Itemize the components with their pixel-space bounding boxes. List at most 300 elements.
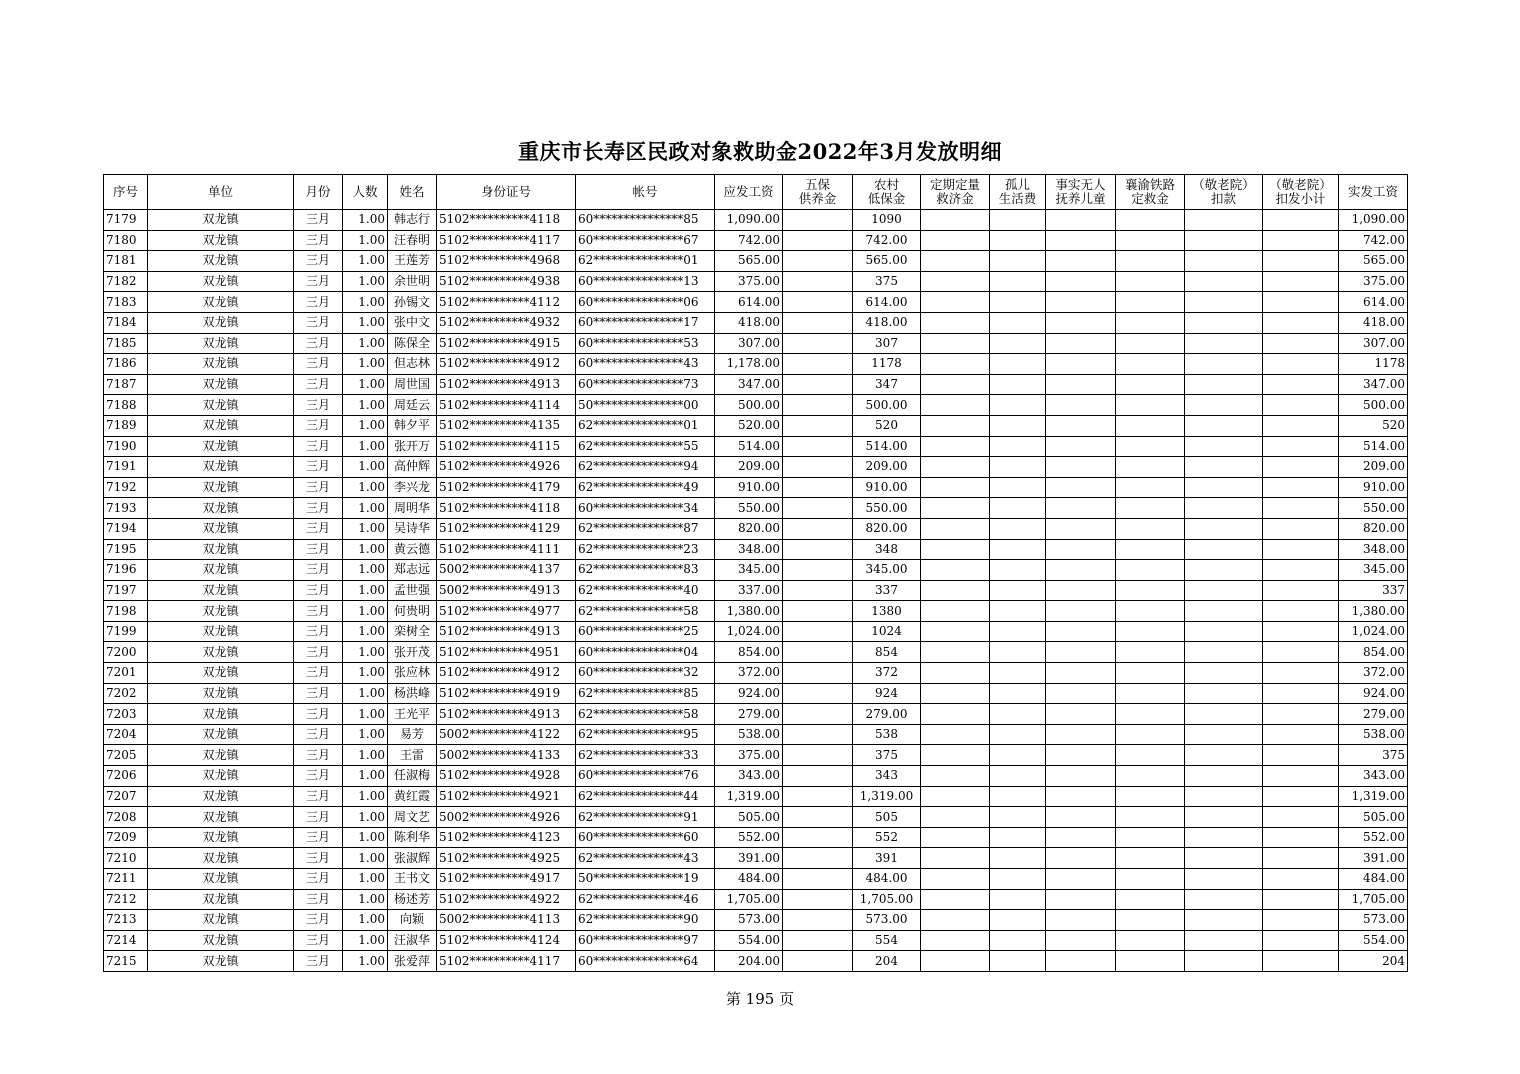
month-cell: 三月 xyxy=(294,210,343,231)
seq-cell: 7213 xyxy=(104,910,148,931)
id-number-cell: 5102**********4112 xyxy=(437,292,576,313)
deduction-cell xyxy=(1185,415,1263,436)
name-cell: 张中文 xyxy=(388,312,437,333)
account-cell: 62***************33 xyxy=(576,745,715,766)
payable-cell: 552.00 xyxy=(715,827,783,848)
unattended-child-cell xyxy=(1046,786,1116,807)
actual-pay-cell: 538.00 xyxy=(1339,724,1408,745)
id-number-cell: 5102**********4951 xyxy=(437,642,576,663)
table-row xyxy=(104,518,1408,539)
orphan-cell xyxy=(990,457,1046,478)
orphan-cell xyxy=(990,930,1046,951)
payable-cell: 554.00 xyxy=(715,930,783,951)
deduction-cell xyxy=(1185,354,1263,375)
month-cell: 三月 xyxy=(294,869,343,890)
count-cell: 1.00 xyxy=(343,766,388,787)
xiangyu-cell xyxy=(1116,910,1185,931)
orphan-cell xyxy=(990,354,1046,375)
seq-cell: 7211 xyxy=(104,869,148,890)
header-orphan: 孤儿 生活费 xyxy=(990,175,1046,210)
wubao-cell xyxy=(783,477,853,498)
wubao-cell xyxy=(783,889,853,910)
table-row xyxy=(104,333,1408,354)
payable-cell: 279.00 xyxy=(715,704,783,725)
actual-pay-cell: 1,705.00 xyxy=(1339,889,1408,910)
deduction-subtotal-cell xyxy=(1263,869,1339,890)
seq-cell: 7205 xyxy=(104,745,148,766)
orphan-cell xyxy=(990,621,1046,642)
orphan-cell xyxy=(990,786,1046,807)
wubao-cell xyxy=(783,827,853,848)
seq-cell: 7182 xyxy=(104,271,148,292)
payable-cell: 614.00 xyxy=(715,292,783,313)
actual-pay-cell: 820.00 xyxy=(1339,518,1408,539)
unit-cell: 双龙镇 xyxy=(148,271,294,292)
seq-cell: 7187 xyxy=(104,374,148,395)
id-number-cell: 5102**********4913 xyxy=(437,704,576,725)
wubao-cell xyxy=(783,354,853,375)
unit-cell: 双龙镇 xyxy=(148,415,294,436)
unattended-child-cell xyxy=(1046,539,1116,560)
deduction-subtotal-cell xyxy=(1263,807,1339,828)
actual-pay-cell: 337 xyxy=(1339,580,1408,601)
actual-pay-cell: 279.00 xyxy=(1339,704,1408,725)
seq-cell: 7191 xyxy=(104,457,148,478)
wubao-cell xyxy=(783,807,853,828)
table-row xyxy=(104,724,1408,745)
seq-cell: 7212 xyxy=(104,889,148,910)
unattended-child-cell xyxy=(1046,848,1116,869)
id-number-cell: 5102**********4926 xyxy=(437,457,576,478)
name-cell: 任淑梅 xyxy=(388,766,437,787)
deduction-subtotal-cell xyxy=(1263,415,1339,436)
account-cell: 60***************25 xyxy=(576,621,715,642)
header-name: 姓名 xyxy=(388,175,437,210)
dingqi-cell xyxy=(921,745,990,766)
count-cell: 1.00 xyxy=(343,663,388,684)
count-cell: 1.00 xyxy=(343,395,388,416)
month-cell: 三月 xyxy=(294,312,343,333)
name-cell: 汪春明 xyxy=(388,230,437,251)
month-cell: 三月 xyxy=(294,436,343,457)
count-cell: 1.00 xyxy=(343,518,388,539)
count-cell: 1.00 xyxy=(343,580,388,601)
table-row xyxy=(104,766,1408,787)
unit-cell: 双龙镇 xyxy=(148,951,294,972)
table-row xyxy=(104,436,1408,457)
id-number-cell: 5102**********4135 xyxy=(437,415,576,436)
xiangyu-cell xyxy=(1116,395,1185,416)
xiangyu-cell xyxy=(1116,477,1185,498)
unit-cell: 双龙镇 xyxy=(148,621,294,642)
orphan-cell xyxy=(990,230,1046,251)
seq-cell: 7197 xyxy=(104,580,148,601)
orphan-cell xyxy=(990,333,1046,354)
unit-cell: 双龙镇 xyxy=(148,374,294,395)
dibao-cell: 1380 xyxy=(853,601,921,622)
deduction-cell xyxy=(1185,745,1263,766)
deduction-cell xyxy=(1185,786,1263,807)
header-count: 人数 xyxy=(343,175,388,210)
seq-cell: 7193 xyxy=(104,498,148,519)
table-row xyxy=(104,354,1408,375)
seq-cell: 7206 xyxy=(104,766,148,787)
deduction-cell xyxy=(1185,436,1263,457)
orphan-cell xyxy=(990,642,1046,663)
unattended-child-cell xyxy=(1046,621,1116,642)
xiangyu-cell xyxy=(1116,457,1185,478)
unattended-child-cell xyxy=(1046,930,1116,951)
count-cell: 1.00 xyxy=(343,683,388,704)
dibao-cell: 854 xyxy=(853,642,921,663)
dingqi-cell xyxy=(921,663,990,684)
name-cell: 余世明 xyxy=(388,271,437,292)
deduction-subtotal-cell xyxy=(1263,210,1339,231)
account-cell: 60***************73 xyxy=(576,374,715,395)
deduction-subtotal-cell xyxy=(1263,848,1339,869)
unattended-child-cell xyxy=(1046,210,1116,231)
orphan-cell xyxy=(990,683,1046,704)
orphan-cell xyxy=(990,210,1046,231)
dingqi-cell xyxy=(921,807,990,828)
deduction-cell xyxy=(1185,580,1263,601)
name-cell: 周明华 xyxy=(388,498,437,519)
header-deduction: （敬老院） 扣款 xyxy=(1185,175,1263,210)
deduction-cell xyxy=(1185,601,1263,622)
id-number-cell: 5102**********4179 xyxy=(437,477,576,498)
deduction-cell xyxy=(1185,292,1263,313)
id-number-cell: 5102**********4117 xyxy=(437,230,576,251)
orphan-cell xyxy=(990,663,1046,684)
id-number-cell: 5002**********4133 xyxy=(437,745,576,766)
id-number-cell: 5102**********4912 xyxy=(437,354,576,375)
count-cell: 1.00 xyxy=(343,786,388,807)
deduction-cell xyxy=(1185,704,1263,725)
wubao-cell xyxy=(783,848,853,869)
dingqi-cell xyxy=(921,518,990,539)
wubao-cell xyxy=(783,724,853,745)
deduction-cell xyxy=(1185,910,1263,931)
dibao-cell: 538 xyxy=(853,724,921,745)
payable-cell: 742.00 xyxy=(715,230,783,251)
count-cell: 1.00 xyxy=(343,374,388,395)
unattended-child-cell xyxy=(1046,807,1116,828)
dibao-cell: 484.00 xyxy=(853,869,921,890)
unit-cell: 双龙镇 xyxy=(148,724,294,745)
account-cell: 62***************01 xyxy=(576,251,715,272)
table-row xyxy=(104,910,1408,931)
seq-cell: 7188 xyxy=(104,395,148,416)
name-cell: 吴诗华 xyxy=(388,518,437,539)
deduction-cell xyxy=(1185,663,1263,684)
dibao-cell: 1090 xyxy=(853,210,921,231)
orphan-cell xyxy=(990,518,1046,539)
table-row xyxy=(104,292,1408,313)
count-cell: 1.00 xyxy=(343,292,388,313)
actual-pay-cell: 505.00 xyxy=(1339,807,1408,828)
actual-pay-cell: 552.00 xyxy=(1339,827,1408,848)
payable-cell: 337.00 xyxy=(715,580,783,601)
orphan-cell xyxy=(990,498,1046,519)
actual-pay-cell: 1178 xyxy=(1339,354,1408,375)
name-cell: 高仲辉 xyxy=(388,457,437,478)
wubao-cell xyxy=(783,436,853,457)
orphan-cell xyxy=(990,704,1046,725)
dibao-cell: 209.00 xyxy=(853,457,921,478)
deduction-subtotal-cell xyxy=(1263,312,1339,333)
deduction-subtotal-cell xyxy=(1263,354,1339,375)
xiangyu-cell xyxy=(1116,251,1185,272)
orphan-cell xyxy=(990,415,1046,436)
id-number-cell: 5102**********4129 xyxy=(437,518,576,539)
payable-cell: 1,380.00 xyxy=(715,601,783,622)
deduction-cell xyxy=(1185,642,1263,663)
name-cell: 栾树全 xyxy=(388,621,437,642)
deduction-cell xyxy=(1185,230,1263,251)
name-cell: 韩志行 xyxy=(388,210,437,231)
table-row xyxy=(104,621,1408,642)
deduction-cell xyxy=(1185,539,1263,560)
unattended-child-cell xyxy=(1046,724,1116,745)
dingqi-cell xyxy=(921,210,990,231)
unattended-child-cell xyxy=(1046,663,1116,684)
account-cell: 62***************49 xyxy=(576,477,715,498)
deduction-cell xyxy=(1185,477,1263,498)
deduction-cell xyxy=(1185,271,1263,292)
actual-pay-cell: 550.00 xyxy=(1339,498,1408,519)
unattended-child-cell xyxy=(1046,518,1116,539)
payable-cell: 820.00 xyxy=(715,518,783,539)
xiangyu-cell xyxy=(1116,848,1185,869)
seq-cell: 7199 xyxy=(104,621,148,642)
payable-cell: 520.00 xyxy=(715,415,783,436)
month-cell: 三月 xyxy=(294,704,343,725)
deduction-cell xyxy=(1185,930,1263,951)
id-number-cell: 5102**********4915 xyxy=(437,333,576,354)
dingqi-cell xyxy=(921,848,990,869)
account-cell: 60***************97 xyxy=(576,930,715,951)
header-xiangyu: 襄渝铁路 定救金 xyxy=(1116,175,1185,210)
deduction-subtotal-cell xyxy=(1263,704,1339,725)
month-cell: 三月 xyxy=(294,580,343,601)
unit-cell: 双龙镇 xyxy=(148,766,294,787)
month-cell: 三月 xyxy=(294,395,343,416)
deduction-subtotal-cell xyxy=(1263,292,1339,313)
payable-cell: 347.00 xyxy=(715,374,783,395)
count-cell: 1.00 xyxy=(343,251,388,272)
actual-pay-cell: 204 xyxy=(1339,951,1408,972)
xiangyu-cell xyxy=(1116,354,1185,375)
orphan-cell xyxy=(990,807,1046,828)
actual-pay-cell: 484.00 xyxy=(1339,869,1408,890)
name-cell: 郑志远 xyxy=(388,560,437,581)
dibao-cell: 418.00 xyxy=(853,312,921,333)
wubao-cell xyxy=(783,869,853,890)
account-cell: 62***************58 xyxy=(576,601,715,622)
table-row xyxy=(104,271,1408,292)
seq-cell: 7208 xyxy=(104,807,148,828)
wubao-cell xyxy=(783,374,853,395)
month-cell: 三月 xyxy=(294,539,343,560)
seq-cell: 7179 xyxy=(104,210,148,231)
id-number-cell: 5102**********4123 xyxy=(437,827,576,848)
wubao-cell xyxy=(783,518,853,539)
id-number-cell: 5102**********4912 xyxy=(437,663,576,684)
deduction-cell xyxy=(1185,498,1263,519)
id-number-cell: 5102**********4928 xyxy=(437,766,576,787)
dibao-cell: 343 xyxy=(853,766,921,787)
unit-cell: 双龙镇 xyxy=(148,745,294,766)
actual-pay-cell: 500.00 xyxy=(1339,395,1408,416)
wubao-cell xyxy=(783,230,853,251)
wubao-cell xyxy=(783,539,853,560)
seq-cell: 7183 xyxy=(104,292,148,313)
xiangyu-cell xyxy=(1116,560,1185,581)
unit-cell: 双龙镇 xyxy=(148,910,294,931)
name-cell: 韩夕平 xyxy=(388,415,437,436)
dibao-cell: 375 xyxy=(853,745,921,766)
account-cell: 60***************60 xyxy=(576,827,715,848)
name-cell: 何贵明 xyxy=(388,601,437,622)
xiangyu-cell xyxy=(1116,930,1185,951)
unattended-child-cell xyxy=(1046,869,1116,890)
unit-cell: 双龙镇 xyxy=(148,642,294,663)
deduction-subtotal-cell xyxy=(1263,601,1339,622)
payable-cell: 505.00 xyxy=(715,807,783,828)
orphan-cell xyxy=(990,560,1046,581)
actual-pay-cell: 372.00 xyxy=(1339,663,1408,684)
actual-pay-cell: 343.00 xyxy=(1339,766,1408,787)
id-number-cell: 5102**********4115 xyxy=(437,436,576,457)
unattended-child-cell xyxy=(1046,910,1116,931)
account-cell: 60***************06 xyxy=(576,292,715,313)
deduction-subtotal-cell xyxy=(1263,724,1339,745)
wubao-cell xyxy=(783,642,853,663)
seq-cell: 7181 xyxy=(104,251,148,272)
unit-cell: 双龙镇 xyxy=(148,312,294,333)
xiangyu-cell xyxy=(1116,436,1185,457)
xiangyu-cell xyxy=(1116,230,1185,251)
month-cell: 三月 xyxy=(294,518,343,539)
unattended-child-cell xyxy=(1046,498,1116,519)
table-row xyxy=(104,930,1408,951)
count-cell: 1.00 xyxy=(343,354,388,375)
deduction-subtotal-cell xyxy=(1263,910,1339,931)
dibao-cell: 372 xyxy=(853,663,921,684)
table-row xyxy=(104,498,1408,519)
unit-cell: 双龙镇 xyxy=(148,786,294,807)
xiangyu-cell xyxy=(1116,827,1185,848)
orphan-cell xyxy=(990,292,1046,313)
id-number-cell: 5102**********4977 xyxy=(437,601,576,622)
actual-pay-cell: 573.00 xyxy=(1339,910,1408,931)
month-cell: 三月 xyxy=(294,827,343,848)
xiangyu-cell xyxy=(1116,415,1185,436)
month-cell: 三月 xyxy=(294,848,343,869)
unattended-child-cell xyxy=(1046,415,1116,436)
header-dingqi: 定期定量 救济金 xyxy=(921,175,990,210)
actual-pay-cell: 520 xyxy=(1339,415,1408,436)
dingqi-cell xyxy=(921,910,990,931)
count-cell: 1.00 xyxy=(343,498,388,519)
actual-pay-cell: 345.00 xyxy=(1339,560,1408,581)
deduction-subtotal-cell xyxy=(1263,786,1339,807)
seq-cell: 7200 xyxy=(104,642,148,663)
count-cell: 1.00 xyxy=(343,539,388,560)
account-cell: 62***************91 xyxy=(576,807,715,828)
dibao-cell: 337 xyxy=(853,580,921,601)
id-number-cell: 5102**********4917 xyxy=(437,869,576,890)
name-cell: 周世国 xyxy=(388,374,437,395)
unit-cell: 双龙镇 xyxy=(148,848,294,869)
table-row xyxy=(104,415,1408,436)
id-number-cell: 5002**********4926 xyxy=(437,807,576,828)
unattended-child-cell xyxy=(1046,374,1116,395)
seq-cell: 7214 xyxy=(104,930,148,951)
count-cell: 1.00 xyxy=(343,704,388,725)
deduction-cell xyxy=(1185,869,1263,890)
dingqi-cell xyxy=(921,827,990,848)
unattended-child-cell xyxy=(1046,395,1116,416)
account-cell: 62***************01 xyxy=(576,415,715,436)
id-number-cell: 5102**********4114 xyxy=(437,395,576,416)
orphan-cell xyxy=(990,395,1046,416)
unattended-child-cell xyxy=(1046,333,1116,354)
unit-cell: 双龙镇 xyxy=(148,292,294,313)
unattended-child-cell xyxy=(1046,601,1116,622)
dingqi-cell xyxy=(921,683,990,704)
account-cell: 60***************64 xyxy=(576,951,715,972)
deduction-cell xyxy=(1185,724,1263,745)
actual-pay-cell: 391.00 xyxy=(1339,848,1408,869)
table-row xyxy=(104,374,1408,395)
dibao-cell: 279.00 xyxy=(853,704,921,725)
month-cell: 三月 xyxy=(294,251,343,272)
name-cell: 王书文 xyxy=(388,869,437,890)
orphan-cell xyxy=(990,436,1046,457)
header-deduction-subtotal: （敬老院） 扣发小计 xyxy=(1263,175,1339,210)
dibao-cell: 565.00 xyxy=(853,251,921,272)
dingqi-cell xyxy=(921,539,990,560)
dibao-cell: 520 xyxy=(853,415,921,436)
id-number-cell: 5102**********4118 xyxy=(437,498,576,519)
deduction-subtotal-cell xyxy=(1263,827,1339,848)
name-cell: 向颖 xyxy=(388,910,437,931)
unattended-child-cell xyxy=(1046,436,1116,457)
table-row xyxy=(104,395,1408,416)
deduction-cell xyxy=(1185,766,1263,787)
table-row xyxy=(104,786,1408,807)
count-cell: 1.00 xyxy=(343,848,388,869)
payable-cell: 1,319.00 xyxy=(715,786,783,807)
dibao-cell: 820.00 xyxy=(853,518,921,539)
payable-cell: 372.00 xyxy=(715,663,783,684)
header-unit: 单位 xyxy=(148,175,294,210)
payable-cell: 1,090.00 xyxy=(715,210,783,231)
seq-cell: 7192 xyxy=(104,477,148,498)
account-cell: 62***************46 xyxy=(576,889,715,910)
month-cell: 三月 xyxy=(294,663,343,684)
header-account: 帐号 xyxy=(576,175,715,210)
actual-pay-cell: 854.00 xyxy=(1339,642,1408,663)
wubao-cell xyxy=(783,766,853,787)
month-cell: 三月 xyxy=(294,333,343,354)
actual-pay-cell: 347.00 xyxy=(1339,374,1408,395)
count-cell: 1.00 xyxy=(343,621,388,642)
dibao-cell: 307 xyxy=(853,333,921,354)
xiangyu-cell xyxy=(1116,786,1185,807)
name-cell: 黄红霞 xyxy=(388,786,437,807)
